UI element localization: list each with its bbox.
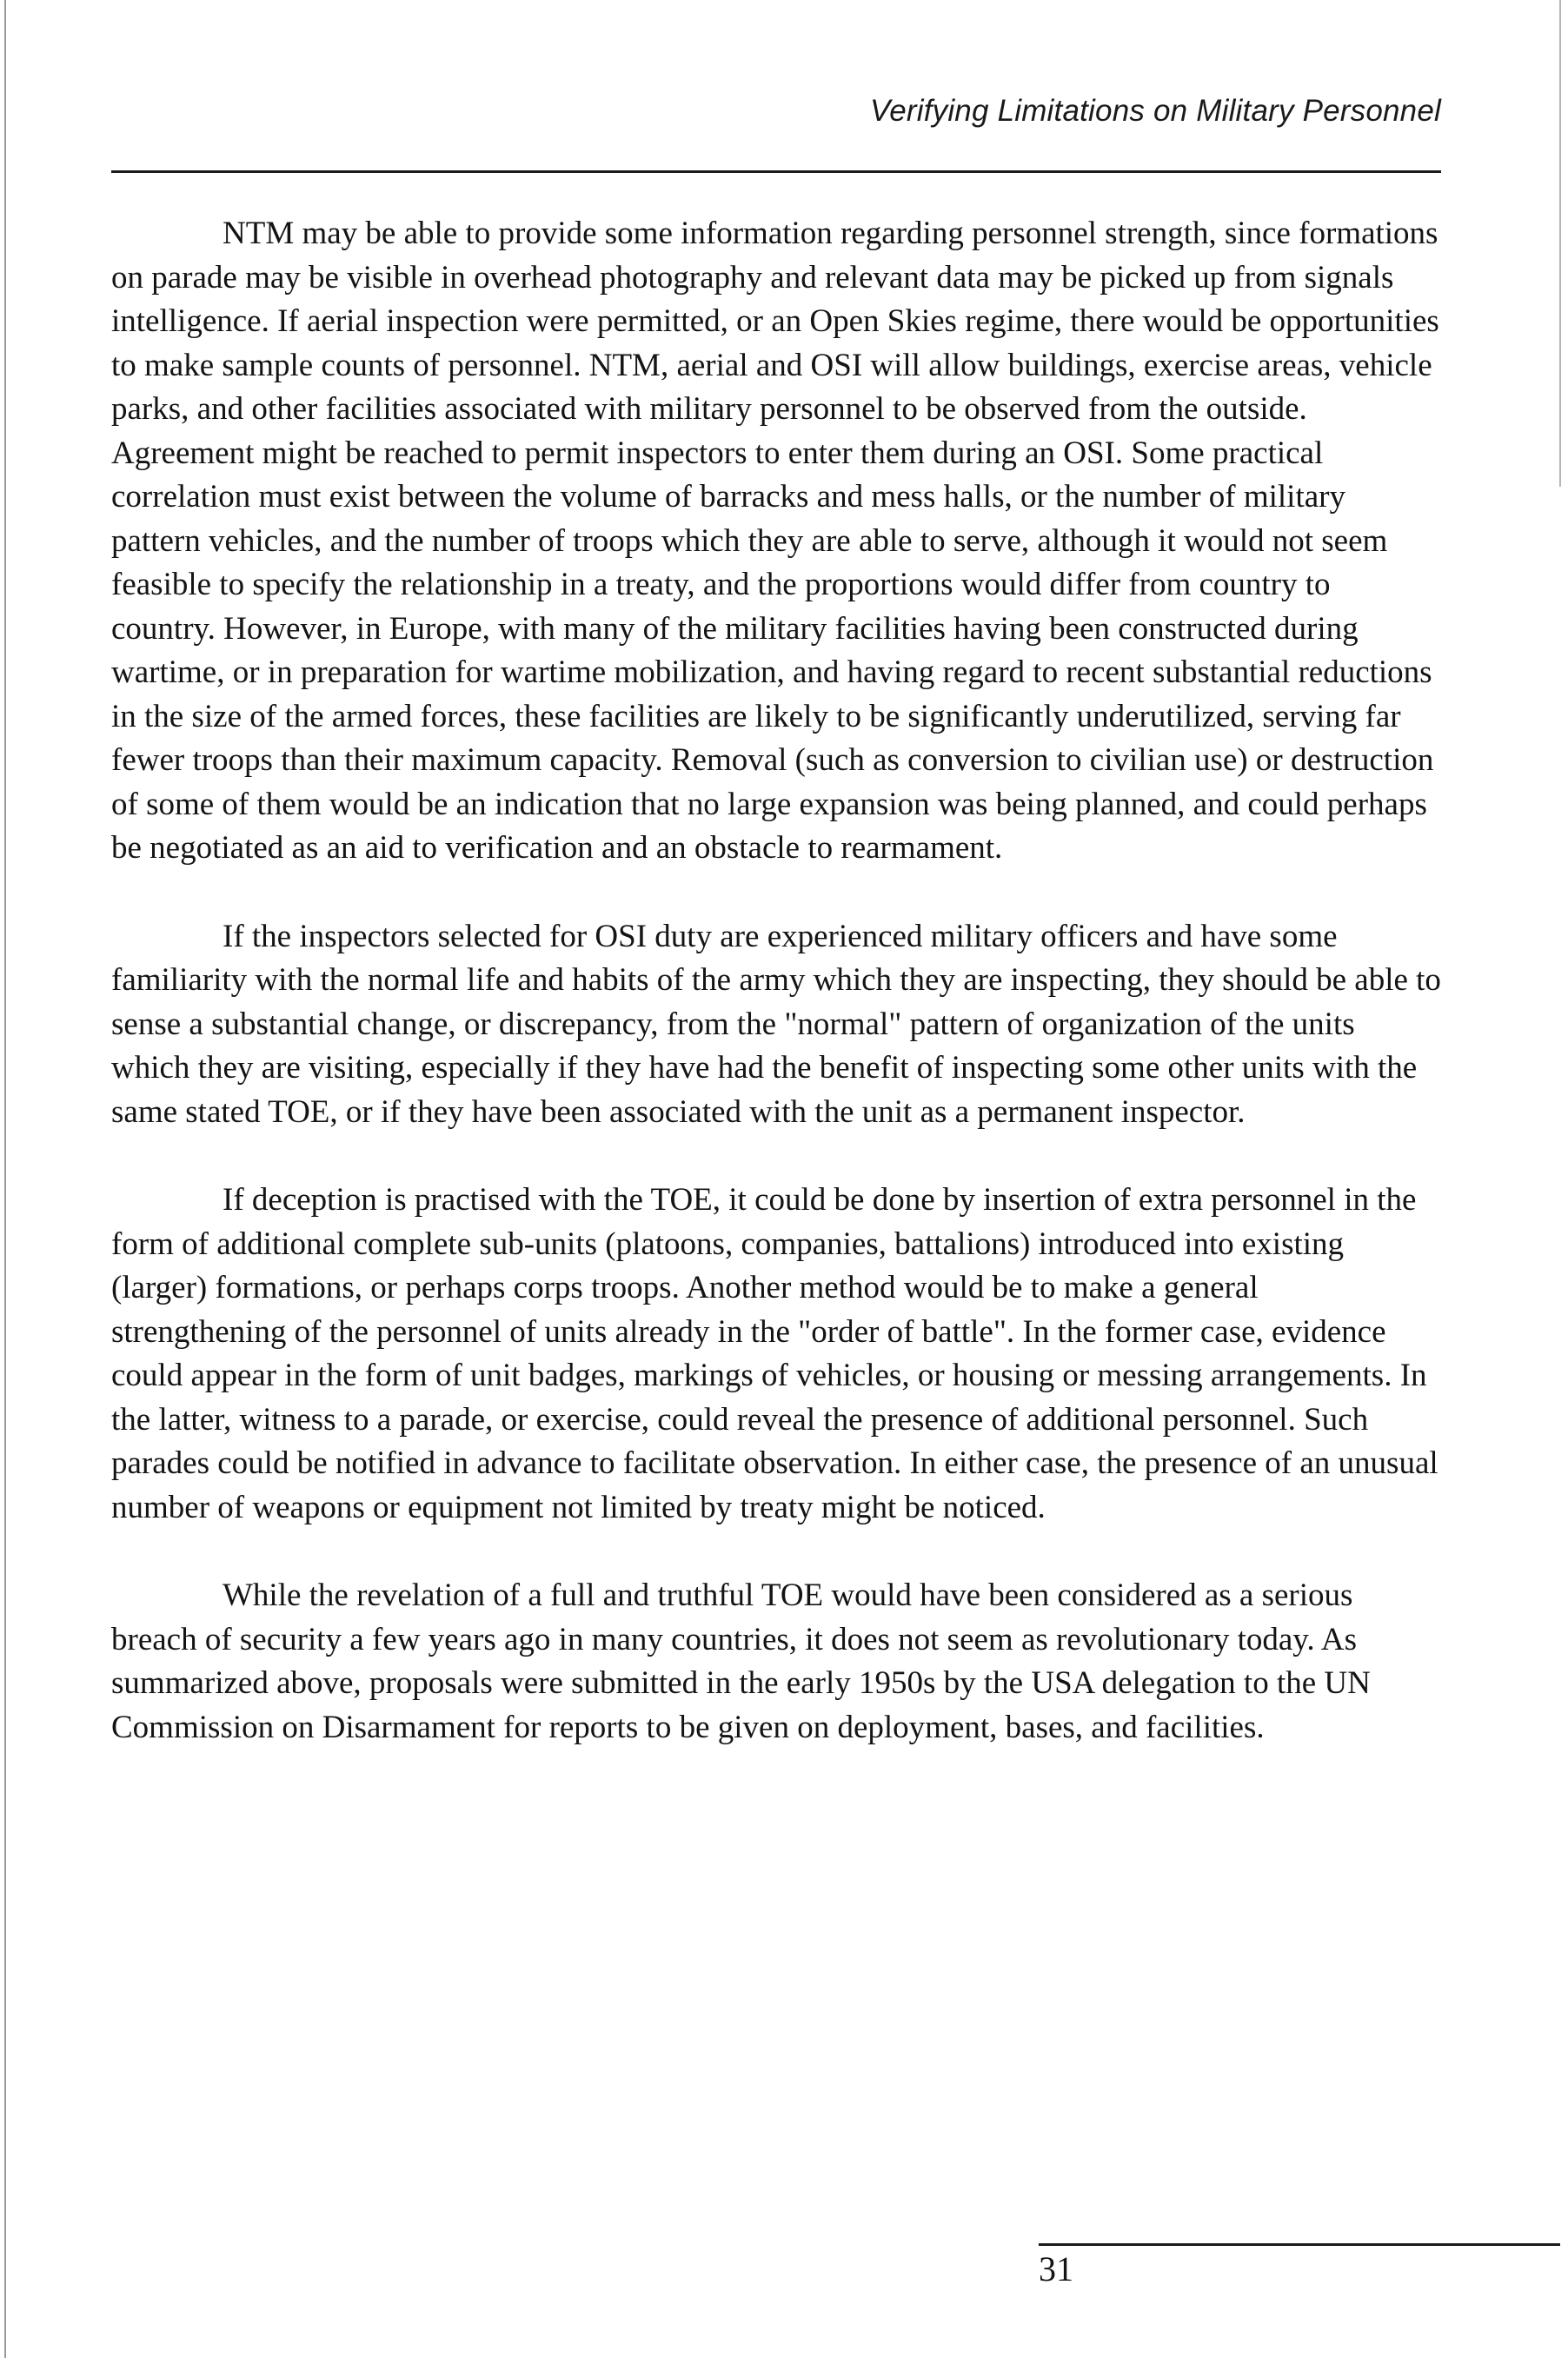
paragraph-toe-deception: If deception is practised with the TOE, it could be done by insertion of extra personnel in the form of additional complete sub-units (platoons, companies, battalions) introduced into existing (larger) formations, or perhaps corps troops. Another method would be to make a general strengthening of the personnel of units already in the "order of battle". In the former case, evidence could appear in the form of unit badges, markings of vehicles, or housing or messing arrangements. In the latter, witness to a parade, or exercise, could reveal the presence of additional personnel. Such parades could be notified in advance to facilitate observation. In either case, the presence of an unusual number of weapons or equipment not limited by treaty might be noticed. <box>111 1182 1438 1525</box>
paragraph-ntm-verification: NTM may be able to provide some information regarding personnel strength, since formations on parade may be visible in overhead photography and relevant data may be picked up from signals intelligence. If aerial inspection were permitted, or an Open Skies regime, there would be opportunities to make sample counts of personnel. NTM, aerial and OSI will allow buildings, exercise areas, vehicle parks, and other facilities associated with military personnel to be observed from the outside. Agreement might be reached to permit inspectors to enter them during an OSI. Some practical correlation must exist between the volume of barracks and mess halls, or the number of military pattern vehicles, and the number of troops which they are able to serve, although it would not seem feasible to specify the relationship in a treaty, and the proportions would differ from country to country. However, in Europe, with many of the military facilities having been constructed during wartime, or in preparation for wartime mobilization, and having regard to recent substantial reductions in the size of the armed forces, these facilities are likely to be significantly underutilized, serving far fewer troops than their maximum capacity. Removal (such as conversion to civilian use) or destruction of some of them would be an indication that no large expansion was being planned, and could perhaps be negotiated as an aid to verification and an obstacle to rearmament. <box>111 216 1439 866</box>
scan-edge-left <box>4 0 6 2358</box>
body-text <box>111 212 1441 1794</box>
scan-edge-right <box>1559 0 1561 487</box>
paragraph-osi-inspectors: If the inspectors selected for OSI duty are experienced military officers and have some familiarity with the normal life and habits of the army which they are inspecting, they should be able to sense a substantial change, or discrepancy, from the "normal" pattern of organization of the units which they are visiting, especially if they have had the benefit of inspecting some other units with the same stated TOE, or if they have been associated with the unit as a permanent inspector. <box>111 918 1441 1130</box>
footer-rule <box>1039 2243 1560 2246</box>
paragraph-toe-revelation: While the revelation of a full and truthful TOE would have been considered as a serious breach of security a few years ago in many countries, it does not seem as revolutionary today. As summarized above, proposals were submitted in the early 1950s by the USA delegation to the UN Commission on Disarmament for reports to be given on deployment, bases, and facilities. <box>111 1578 1371 1745</box>
header-rule <box>111 170 1441 173</box>
page-number: 31 <box>1039 2249 1073 2288</box>
running-header: Verifying Limitations on Military Personnel <box>869 94 1441 128</box>
